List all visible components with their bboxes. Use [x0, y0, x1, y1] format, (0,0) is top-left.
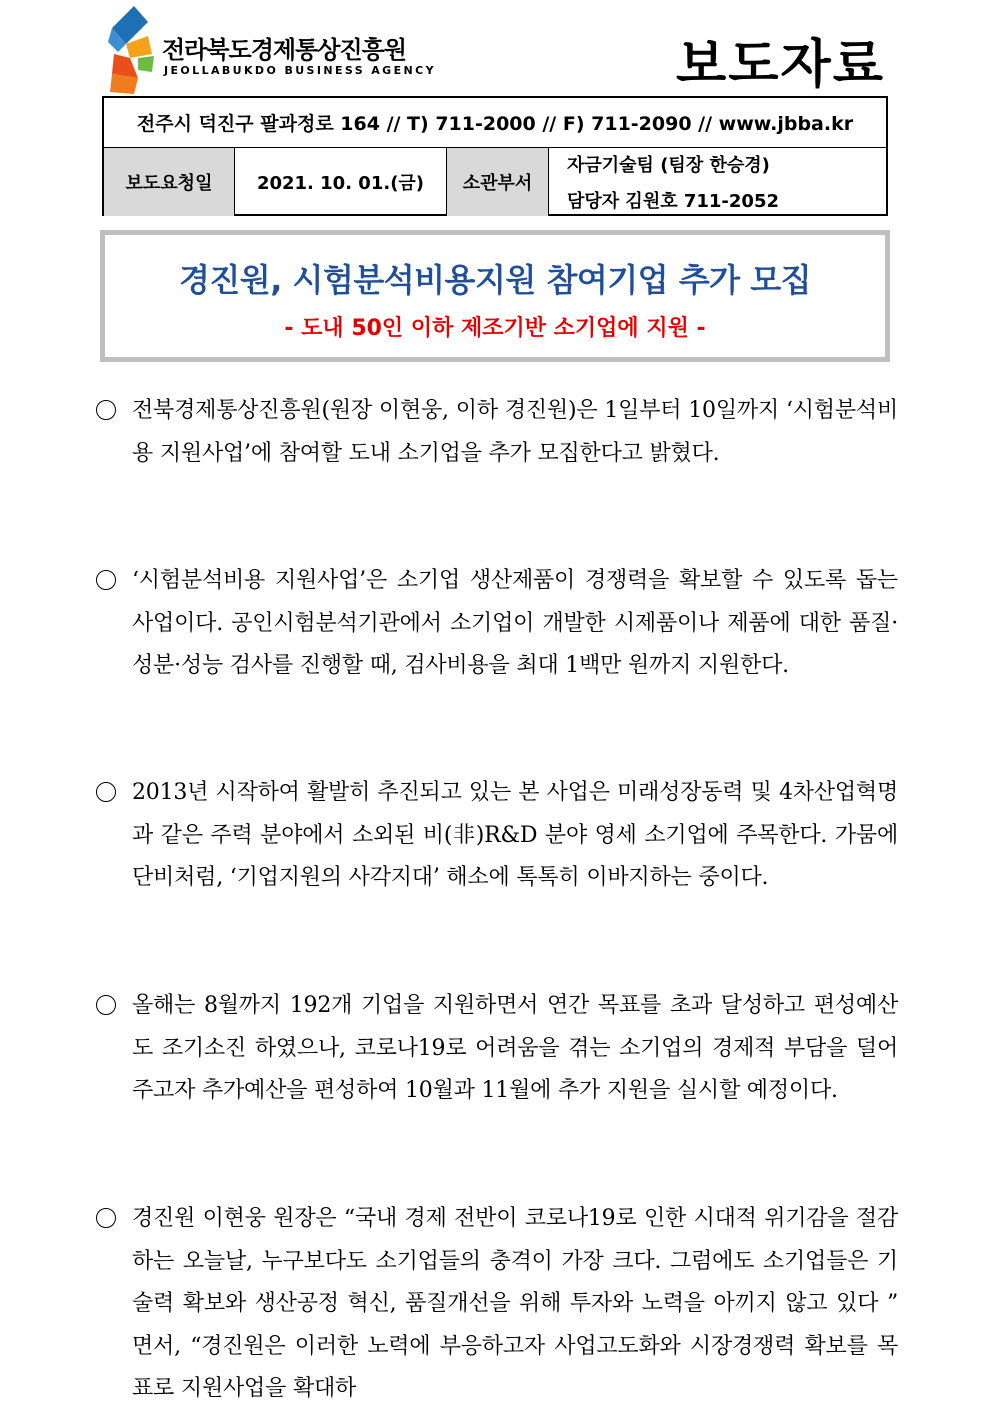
org-name-ko: 전라북도경제통상진흥원: [162, 36, 407, 64]
headline-box: [100, 230, 890, 362]
dept-team: 자금기술팀 (팀장 한승경): [567, 155, 770, 176]
agency-logo-icon: [108, 6, 156, 94]
dept-info: [549, 148, 886, 216]
paragraph-text: 전북경제통상진흥원(원장 이현웅, 이하 경진원)은 1일부터 10일까지 ‘시험분석비용 지원사업’에 참여할 도내 소기업을 추가 모집한다고 밝혔다.: [132, 398, 898, 466]
circle-bullet-icon: [96, 995, 116, 1015]
org-name-en: JEOLLABUKDO BUSINESS AGENCY: [164, 64, 436, 77]
paragraph-1: [96, 390, 898, 475]
agency-logo: [108, 6, 436, 96]
headline-subtitle: - 도내 50인 이하 제조기반 소기업에 지원 -: [284, 316, 706, 341]
paragraph-text: 경진원 이현웅 원장은 “국내 경제 전반이 코로나19로 인한 시대적 위기감을 절감하는 오늘날, 누구보다도 소기업들의 충격이 가장 크다. 그럼에도 소기업들은 기술력 확보와 생산공정 혁신, 품질개선을 위해 투자와 노력을 아끼지 않고 있다 ” 면서, “경진원은 이러한 노력에 부응하고자 사업고도화와 시장경쟁력 확보를 목표로 지원사업을 확대하: [132, 1206, 898, 1401]
paragraph-3: [96, 772, 898, 900]
paragraph-text: 올해는 8월까지 192개 기업을 지원하면서 연간 목표를 초과 달성하고 편성예산도 조기소진 하였으나, 코로나19로 어려움을 겪는 소기업의 경제적 부담을 덜어 주고자 추가예산을 편성하여 10월과 11월에 추가 지원을 실시할 예정이다.: [132, 993, 898, 1103]
doc-type-title: 보도자료: [676, 35, 885, 95]
request-date: 2021. 10. 01.(금): [235, 148, 447, 216]
contact-line: 전주시 덕진구 팔과정로 164 // T) 711-2000 // F) 711-2090 // www.jbba.kr: [104, 98, 886, 148]
circle-bullet-icon: [96, 1208, 116, 1228]
request-date-label: 보도요청일: [104, 148, 235, 216]
paragraph-text: ‘시험분석비용 지원사업’은 소기업 생산제품이 경쟁력을 확보할 수 있도록 돕는 사업이다. 공인시험분석기관에서 소기업이 개발한 시제품이나 제품에 대한 품질·성분·성능 검사를 진행할 때, 검사비용을 최대 1백만 원까지 지원한다.: [132, 568, 898, 678]
paragraph-text: 2013년 시작하여 활발히 추진되고 있는 본 사업은 미래성장동력 및 4차산업혁명과 같은 주력 분야에서 소외된 비(非)R&D 분야 영세 소기업에 주목한다. 가뭄에 단비처럼, ‘기업지원의 사각지대’ 해소에 톡톡히 이바지하는 중이다.: [132, 780, 898, 890]
dept-label: 소관부서: [447, 148, 549, 216]
paragraph-2: [96, 560, 898, 688]
circle-bullet-icon: [96, 782, 116, 802]
paragraph-5: [96, 1198, 898, 1411]
headline-title: 경진원, 시험분석비용지원 참여기업 추가 모집: [178, 261, 812, 299]
paragraph-4: [96, 985, 898, 1113]
circle-bullet-icon: [96, 400, 116, 420]
info-table: [102, 96, 888, 216]
circle-bullet-icon: [96, 570, 116, 590]
dept-contact: 담당자 김원호 711-2052: [567, 191, 780, 212]
